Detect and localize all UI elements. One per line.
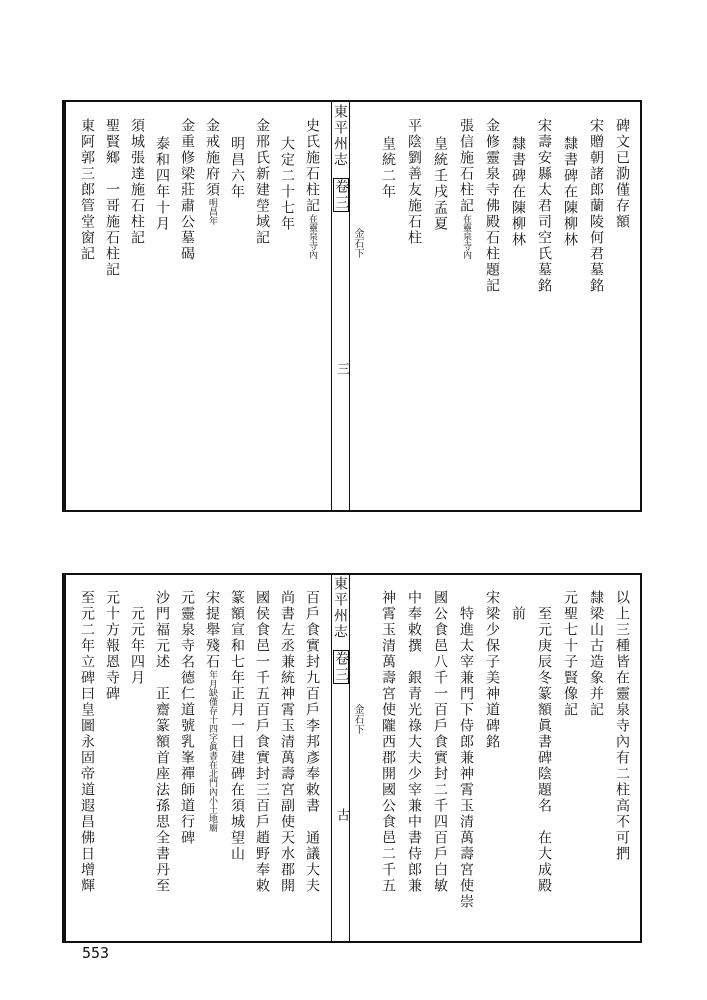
lower-col-19: 元十方報恩寺碑 [104,590,120,702]
lower-header-title: 東平州志 [332,576,348,640]
lower-fold-line-right [349,573,350,943]
lower-header-leaf: 古 [334,808,349,823]
lower-left-bar [62,573,65,943]
upper-col-11 [305,118,319,259]
upper-col-7-text: 張信施石柱記 [458,118,474,214]
lower-col-14: 篆額宣和七年正月一日建碑在須城望山 [229,590,245,862]
upper-col-16: 金重修梁莊肅公墓碣 [179,118,195,262]
upper-col-18: 須城張達施石柱記 [129,118,145,246]
upper-col-6: 金修靈泉寺佛殿石柱題記 [484,118,500,294]
upper-header-leaf: 三 [334,362,349,377]
lower-col-4: 至元庚辰冬篆額眞書碑陰題名 在大成殿 [536,606,552,894]
lower-col-10: 神霄玉清萬壽宮使隴西郡開國公食邑二千五 [380,590,396,894]
lower-leaf-frame [64,573,642,943]
upper-col-9: 平陰劉善友施石柱 [406,118,422,246]
upper-col-20: 東阿郭三郎管堂窗記 [79,118,95,262]
upper-col-10: 皇統二年 [380,136,396,200]
upper-col-19: 聖賢鄉 一哥施石柱記 [104,118,120,278]
upper-col-7-note: 在靈泉寺內 [461,214,471,259]
lower-col-11: 百戶食實封九百戶李邦彥奉敕書 通議大夫 [304,590,320,894]
lower-col-2: 隸梁山古造象并記 [588,590,604,718]
lower-col-8: 國公食邑八千一百戶食實封二千四百戶白敏 [432,590,448,894]
lower-col-15 [205,590,219,832]
upper-col-15-text: 金戒施府須 [204,118,220,198]
upper-col-5: 隸書碑在陳柳林 [510,136,526,248]
upper-col-12: 大定二十七年 [279,136,295,232]
lower-col-9: 中奉敕撰 銀青光祿大夫少宰兼中書侍郎兼 [406,590,422,894]
lower-header-section: 金石下 [352,704,363,734]
upper-header-section: 金石下 [352,228,363,258]
upper-col-17: 泰和四年十月 [154,136,170,232]
upper-col-8: 皇統壬戌孟夏 [432,136,448,232]
upper-header-volume: 卷三 [333,179,349,211]
upper-col-15 [205,118,219,225]
upper-col-4: 宋壽安縣太君司空氏墓銘 [536,118,552,294]
lower-col-16: 元靈泉寺名德仁道號乳峯禪師道行碑 [179,590,195,846]
lower-col-1: 以上三種皆在靈泉寺內有二柱高不可捫 [614,590,630,862]
upper-col-7 [459,118,473,259]
upper-col-1: 碑文已泐僅存額 [614,118,630,230]
lower-col-7: 特進太宰兼門下侍郎兼神霄玉清萬壽宮使崇 [458,606,474,910]
upper-fold-line-right [349,100,350,512]
upper-left-bar [62,100,65,512]
upper-leaf-frame [64,100,642,512]
upper-col-3: 隸書碑在陳柳林 [562,136,578,248]
lower-col-15-text: 宋提舉殘石 [204,590,220,670]
upper-col-11-note: 在靈泉寺內 [307,214,317,259]
lower-col-6: 宋梁少保子美神道碑銘 [484,590,500,750]
lower-col-3: 元聖七十子賢像記 [562,590,578,718]
lower-col-5: 前 [510,606,526,622]
upper-col-15-note: 明昌年 [207,198,217,225]
lower-col-12: 尚書左丞兼統神霄玉清萬壽宮副使天水郡開 [279,590,295,894]
upper-col-2: 宋贈朝諸郎蘭陵何君墓銘 [588,118,604,294]
lower-col-20: 至元二年立碑曰皇圖永固帝道遐昌佛日增輝 [79,590,95,894]
upper-col-13: 金邢氏新建塋域記 [254,118,270,246]
lower-col-13: 國侯食邑一千五百戶食實封三百戶趙野奉敕 [254,590,270,894]
lower-col-15-note: 年月缺僅存十四字眞書在北門內小土地廟 [207,670,217,832]
upper-col-11-text: 史氏施石柱記 [304,118,320,214]
upper-header-title: 東平州志 [332,104,348,168]
page-number: 553 [82,944,110,962]
upper-col-14: 明昌六年 [229,136,245,200]
lower-col-17: 沙門福元述 正齋篆額首座法孫思全書丹至 [154,590,170,894]
lower-col-18: 元元年四月 [129,606,145,686]
lower-header-volume: 卷三 [333,651,349,683]
